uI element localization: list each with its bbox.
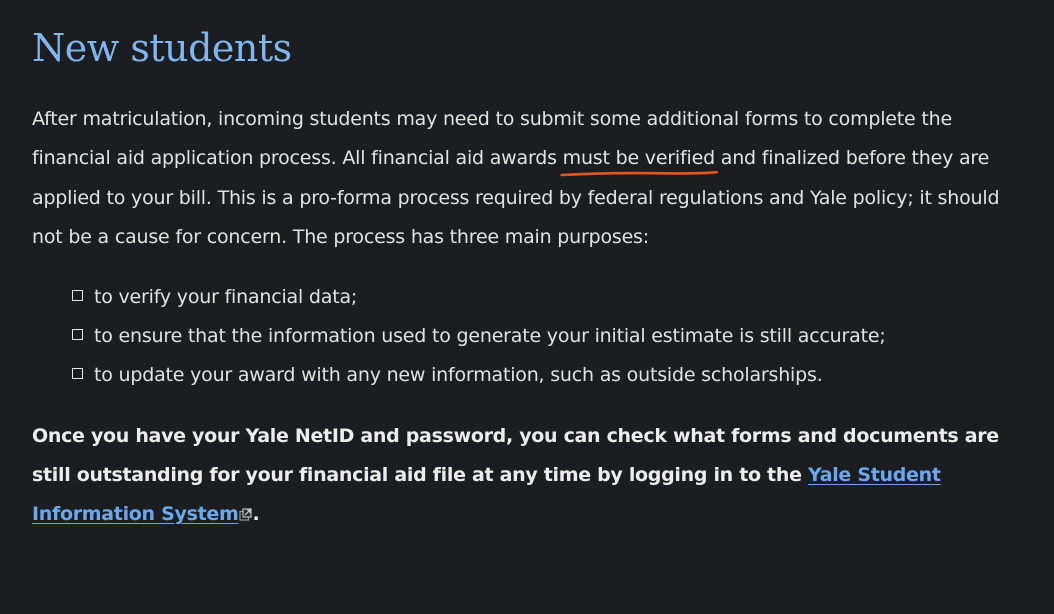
note-text-before: Once you have your Yale NetID and password, you can check what forms and documents are still outstanding for your financial aid file at any time by logging in to the [32,424,999,487]
intro-text-before: After matriculation, incoming students may need to submit some additional forms to complete the financial aid application process. All financial aid awards [32,108,952,170]
list-item-text: to ensure that the information used to generate your initial estimate is still accurate; [94,324,886,347]
external-link-icon[interactable] [239,508,252,521]
highlighted-phrase [563,139,715,178]
checkbox-square-icon [72,329,83,340]
list-item-text: to verify your financial data; [94,285,358,308]
intro-paragraph [32,100,1022,258]
purposes-list [32,278,1022,395]
highlighted-phrase-text: must be verified [562,147,715,170]
list-item [72,278,1022,317]
link-text: Yale Student Information System [32,464,941,526]
list-item [72,317,1022,356]
note-text-after: . [252,503,260,526]
page-title: New students [32,26,292,70]
intro-text-after: and finalized before they are applied to your bill. This is a pro-forma process required by federal regulations and Yale policy; it should not be a cause for concern. The process has three main purposes: [32,147,1000,249]
list-item-text: to update your award with any new information, such as outside scholarships. [94,363,823,386]
list-item [72,356,1022,395]
checkbox-square-icon [72,290,83,301]
netid-note [32,417,1022,535]
red-underline-annotation [560,169,718,177]
checkbox-square-icon [72,368,83,379]
